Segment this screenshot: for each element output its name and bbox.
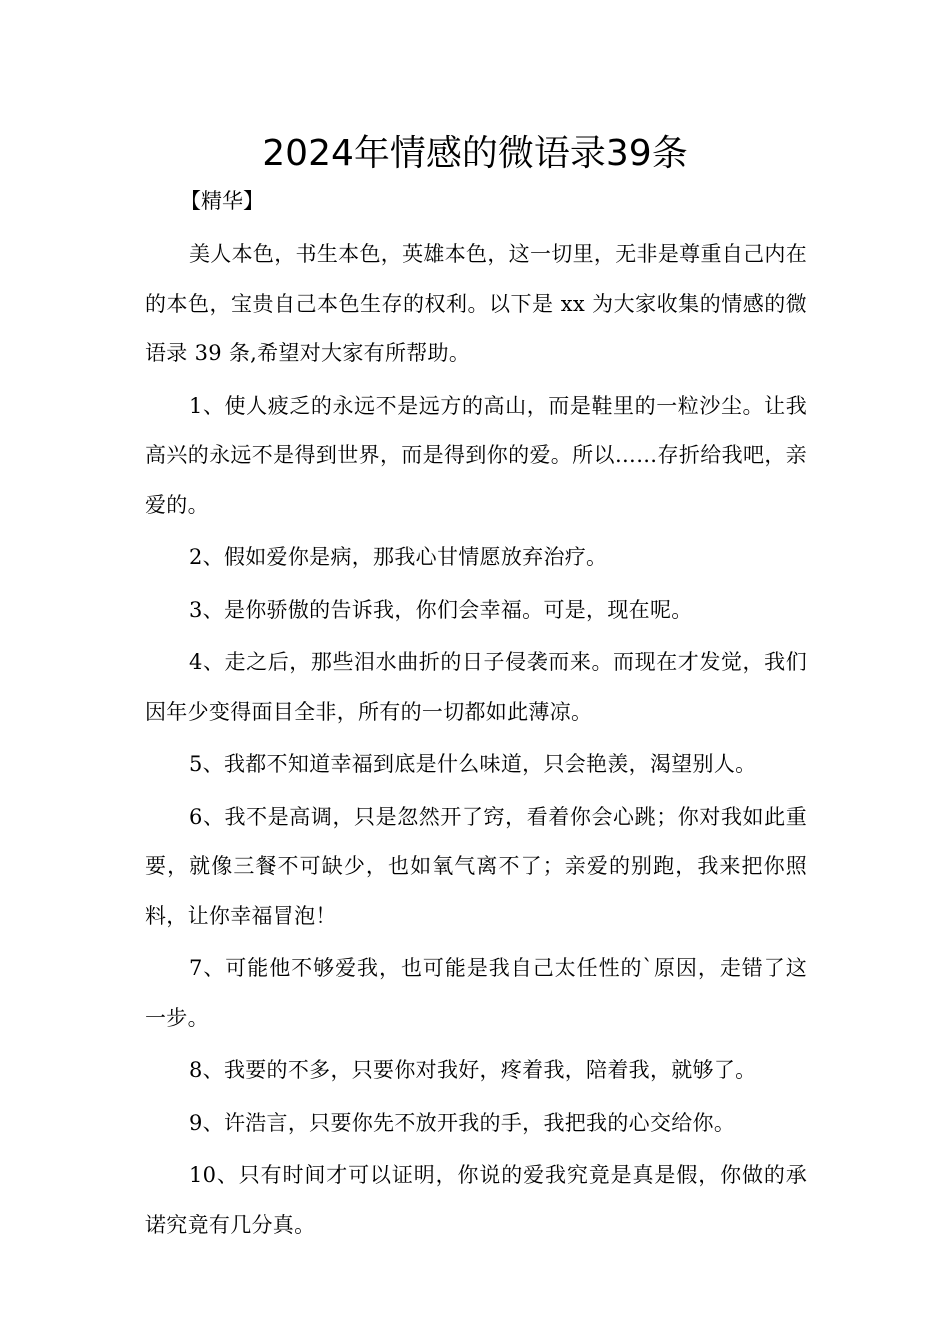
quote-paragraph-3: 3、是你骄傲的告诉我，你们会幸福。可是，现在呢。: [189, 597, 693, 622]
quote-paragraph-8: 8、我要的不多，只要你对我好，疼着我，陪着我，就够了。: [189, 1058, 757, 1082]
quote-paragraph-7: 7、可能他不够爱我，也可能是我自己太任性的`原因，走错了这一步。: [145, 956, 807, 1030]
document-tag: 【精华】: [180, 189, 264, 213]
quote-paragraph-2: 2、假如爱你是病，那我心甘情愿放弃治疗。: [189, 545, 608, 569]
intro-paragraph: 美人本色，书生本色，英雄本色，这一切里，无非是尊重自己内在的本色，宝贵自己本色生存的权利。以下是 xx 为大家收集的情感的微语录 39 条,希望对大家有所帮助。: [145, 242, 807, 365]
document-title: 2024年情感的微语录39条: [262, 133, 688, 174]
quote-paragraph-1: 1、使人疲乏的永远不是远方的高山，而是鞋里的一粒沙尘。让我高兴的永远不是得到世界，而是得到你的爱。所以……存折给我吧，亲爱的。: [145, 393, 807, 517]
quote-paragraph-9: 9、许浩言，只要你先不放开我的手，我把我的心交给你。: [189, 1110, 736, 1135]
document-body: [145, 230, 807, 1253]
quote-paragraph-5: 5、我都不知道幸福到底是什么味道，只会艳羡，渴望别人。: [189, 752, 757, 776]
quote-paragraph-10: 10、只有时间才可以证明，你说的爱我究竟是真是假，你做的承诺究竟有几分真。: [145, 1163, 807, 1237]
quote-paragraph-4: 4、走之后，那些泪水曲折的日子侵袭而来。而现在才发觉，我们因年少变得面目全非，所有的一切都如此薄凉。: [145, 650, 807, 724]
quote-paragraph-6: 6、我不是高调，只是忽然开了窍，看着你会心跳；你对我如此重要，就像三餐不可缺少，也如氧气离不了；亲爱的别跑，我来把你照料，让你幸福冒泡！: [145, 804, 807, 928]
